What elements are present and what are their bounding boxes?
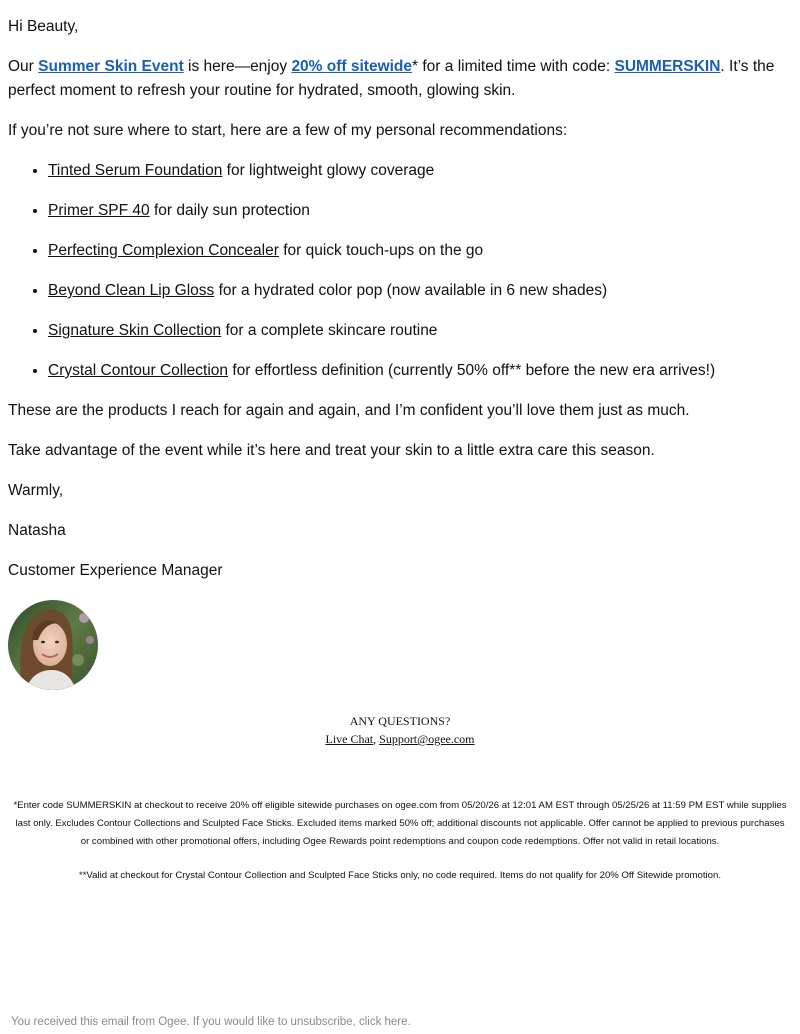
sender-title: Customer Experience Manager [8,562,223,579]
list-item [48,159,800,183]
promo-code-link[interactable]: SUMMERSKIN [614,58,721,75]
product-description: for daily sun protection [149,202,310,219]
greeting: Hi Beauty, [8,18,79,35]
list-item [48,239,800,263]
product-description: for quick touch-ups on the go [278,242,484,259]
product-link-perfecting-complexion-concealer[interactable]: Perfecting Complexion Concealer [48,242,279,259]
footer-unsubscribe [11,1013,411,1031]
product-description: for lightweight glowy coverage [222,162,435,179]
avatar [8,600,98,690]
list-item [48,319,800,343]
support-email-link[interactable]: Support@ogee.com [379,732,475,746]
list-item [48,199,800,223]
disclaimer-primary: *Enter code SUMMERSKIN at checkout to receive 20% off eligible sitewide purchases on ogee.com from 05/20/26 at 12:01 AM EST through 05/25/26 at 11:59 PM EST while supplies last only. Excludes Contour Collections and Sculpted Face Sticks. Excluded items marked 50% off; additional discounts not applicable. Offer cannot be applied to previous purchases or combined with other promotional offers, including Ogee Rewards point redemptions and coupon code redemptions. Offer not valid in retail locations. [13,800,787,847]
take-advantage-paragraph: Take advantage of the event while it’s here and treat your skin to a little extra care this season. [8,442,655,459]
intro-paragraph [8,55,783,103]
list-item [48,279,800,303]
sender-name: Natasha [8,522,66,539]
product-description: for a hydrated color pop (now available in 6 new shades) [214,282,608,299]
footer-text: You received this email from Ogee. If you would like to unsubscribe, [11,1016,359,1028]
product-link-primer-spf-40[interactable]: Primer SPF 40 [48,202,150,219]
contact-links [0,730,800,748]
product-link-tinted-serum-foundation[interactable]: Tinted Serum Foundation [48,162,223,179]
questions-heading: ANY QUESTIONS? [349,714,451,728]
link-separator: , [373,732,380,746]
product-link-crystal-contour-collection[interactable]: Crystal Contour Collection [48,362,229,379]
intro-text-2: is here—enjoy [183,58,292,75]
list-item [48,359,800,383]
unsubscribe-link[interactable]: click here [358,1016,408,1028]
avatar-photo [8,600,98,690]
live-chat-link[interactable]: Live Chat [325,732,374,746]
summer-skin-event-link[interactable]: Summer Skin Event [38,58,184,75]
product-description: for effortless definition (currently 50% off** before the new era arrives!) [228,362,716,379]
product-link-beyond-clean-lip-gloss[interactable]: Beyond Clean Lip Gloss [48,282,215,299]
recommendations-intro: If you’re not sure where to start, here are a few of my personal recommendations: [8,122,568,139]
intro-text-1: Our [8,58,39,75]
reach-paragraph: These are the products I reach for again and again, and I’m confident you’ll love them just as much. [8,402,690,419]
questions-section [0,712,800,748]
intro-text-4: . It’s the perfect moment to refresh your routine for hydrated, smooth, glowing skin. [8,58,775,99]
signoff: Warmly, [8,482,64,499]
intro-text-3: * for a limited time with code: [412,58,615,75]
sitewide-offer-link[interactable]: 20% off sitewide [291,58,413,75]
product-link-signature-skin-collection[interactable]: Signature Skin Collection [48,322,222,339]
product-description: for a complete skincare routine [221,322,438,339]
disclaimer-secondary: **Valid at checkout for Crystal Contour Collection and Sculpted Face Sticks only, no code required. Items do not qualify for 20% Off Sitewide promotion. [78,870,722,881]
recommendations-list [8,159,800,383]
footer-end: . [407,1016,411,1028]
